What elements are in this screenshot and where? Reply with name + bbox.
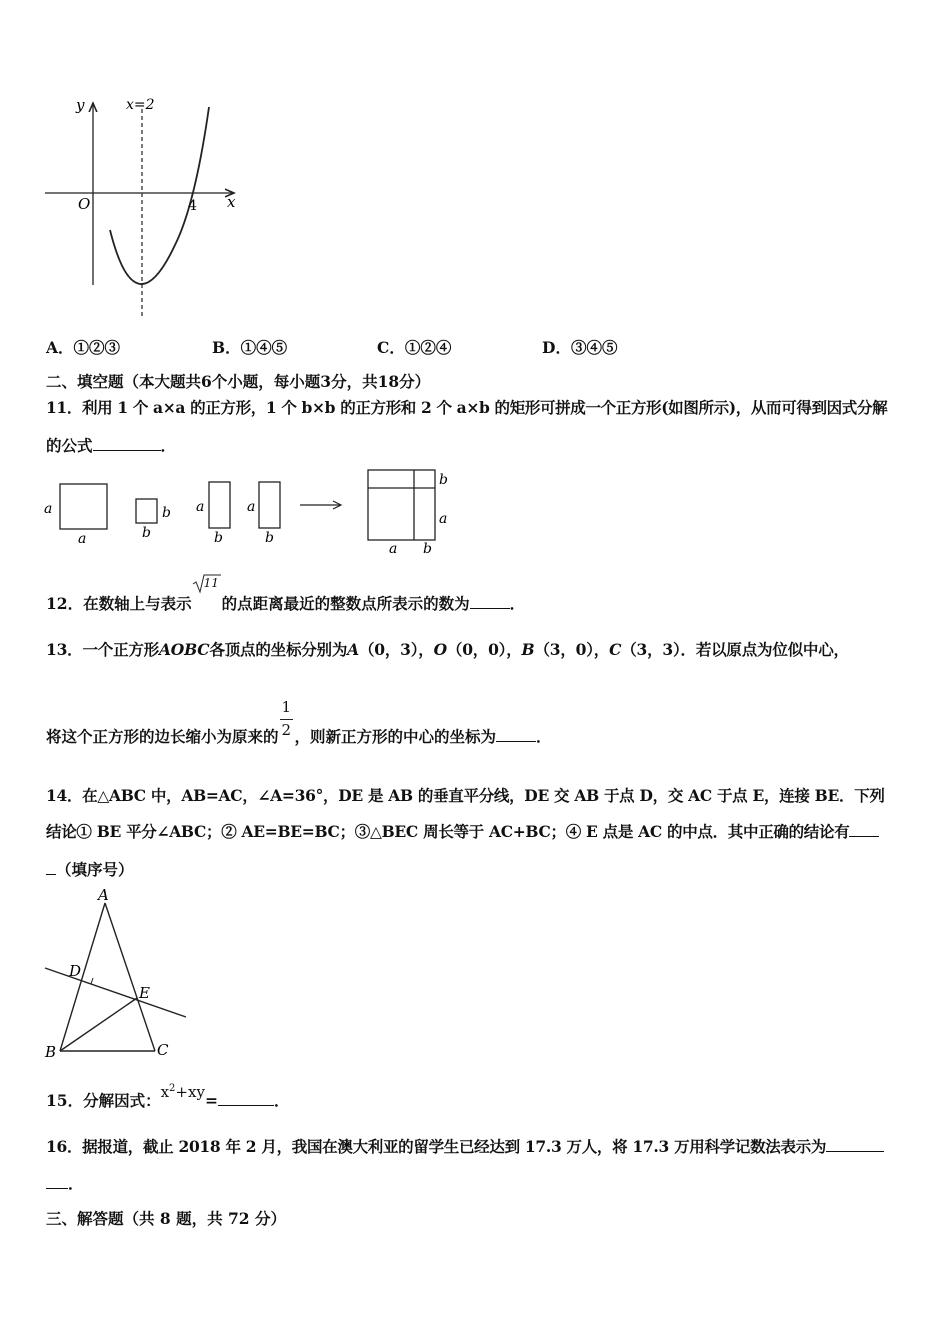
option-b-value: ①④⑤ xyxy=(240,338,288,357)
q13-point-c: C xyxy=(609,640,622,659)
parabola-curve xyxy=(110,107,209,284)
q12-prefix: 12．在数轴上与表示 xyxy=(46,594,192,613)
q13-square-name: AOBC xyxy=(158,640,210,659)
q12-text xyxy=(46,576,526,614)
q15-expr-x: x xyxy=(160,1083,170,1101)
square-a-side-label: a xyxy=(44,501,53,517)
side-ab xyxy=(60,903,105,1051)
q13-point-c-coord: （3，3）．若以原点为位似中心， xyxy=(621,640,849,659)
four-label: 4 xyxy=(188,198,197,214)
q15-expr-rest: +xy xyxy=(175,1083,205,1101)
option-a-value: ①②③ xyxy=(73,338,121,357)
option-b[interactable] xyxy=(212,336,287,358)
big-right-b-label: b xyxy=(439,472,448,488)
q13-point-b: B xyxy=(521,640,535,659)
q13-point-o: O xyxy=(433,640,447,659)
q13-line2 xyxy=(46,698,552,747)
squares-figure xyxy=(40,465,460,560)
q13-point-a-coord: （0，3）， xyxy=(358,640,434,659)
option-c-value: ①②④ xyxy=(404,338,452,357)
rect1-bottom-label: b xyxy=(214,530,223,546)
q14-answer-blank-2[interactable] xyxy=(46,873,56,875)
rect-ab-2 xyxy=(259,482,280,528)
y-label: y xyxy=(76,96,85,114)
q13-frac-bar xyxy=(280,719,293,720)
origin-label: O xyxy=(78,195,91,213)
q14-line2 xyxy=(46,820,879,842)
q16-line1 xyxy=(46,1135,884,1157)
big-bottom-b-label: b xyxy=(423,541,432,557)
right-angle-mark xyxy=(85,978,93,984)
side-ac xyxy=(105,903,155,1051)
q13-frac-denominator: 2 xyxy=(281,721,292,739)
rect-ab-1 xyxy=(209,482,230,528)
parabola-figure xyxy=(40,95,250,325)
q15-text xyxy=(46,1083,290,1111)
q13-line2-prefix: 将这个正方形的边长缩小为原来的 xyxy=(46,727,279,746)
big-bottom-a-label: a xyxy=(389,541,398,557)
q16-answer-blank-1[interactable] xyxy=(826,1150,884,1152)
q13-end: ． xyxy=(536,727,552,746)
big-square xyxy=(368,470,435,540)
q16-line2 xyxy=(46,1172,84,1194)
option-d-value: ③④⑤ xyxy=(570,338,618,357)
square-a-bottom-label: a xyxy=(78,531,87,547)
q11-answer-blank[interactable] xyxy=(93,449,161,451)
big-right-a-label: a xyxy=(439,511,448,527)
q16-line1-text: 16．据报道，截止 2018 年 2 月，我国在澳大利亚的留学生已经达到 17.3 万人，将 17.3 万用科学记数法表示为 xyxy=(46,1137,827,1156)
q13-line2-suffix: ，则新正方形的中心的坐标为 xyxy=(294,727,497,746)
square-b-bottom-label: b xyxy=(142,525,151,541)
q13-point-a: A xyxy=(347,640,359,659)
q12-answer-blank[interactable] xyxy=(470,607,510,609)
q11-line2-prefix: 的公式 xyxy=(46,436,93,455)
q13-point-b-coord: （3，0）， xyxy=(534,640,610,659)
rect2-bottom-label: b xyxy=(265,530,274,546)
q16-answer-blank-2[interactable] xyxy=(46,1187,68,1189)
q15-prefix: 15．分解因式： xyxy=(46,1091,161,1110)
section2-heading: 二、填空题（本大题共6个小题，每小题3分，共18分） xyxy=(46,372,431,391)
q12-radicand: 11 xyxy=(203,576,219,590)
q15-expr-exponent: 2 xyxy=(169,1083,176,1094)
q11-line2 xyxy=(46,434,176,456)
q15-end: ． xyxy=(273,1091,290,1110)
q13-point-o-coord: （0，0）， xyxy=(446,640,522,659)
q11-line1: 11．利用 1 个 a×a 的正方形，1 个 b×b 的正方形和 2 个 a×b 的矩形可拼成一个正方形(如图所示)，从而可得到因式分解 xyxy=(46,398,888,417)
q11-line2-suffix: ． xyxy=(160,436,177,455)
q12-suffix: 的点距离最近的整数点所表示的数为 xyxy=(221,594,470,613)
perpendicular-bisector-de xyxy=(45,968,186,1017)
q12-end: ． xyxy=(509,594,526,613)
q15-expression xyxy=(161,1083,205,1101)
q15-equals: = xyxy=(204,1091,218,1110)
q13-line1 xyxy=(46,638,849,660)
q14-line3-suffix: （填序号） xyxy=(56,860,134,879)
rect2-side-label: a xyxy=(247,499,256,515)
segment-be xyxy=(60,998,137,1051)
square-a xyxy=(60,484,107,529)
q14-line2-text: 结论① BE 平分∠ABC；② AE=BE=BC；③△BEC 周长等于 AC+BC；④ E 点是 AC 的中点．其中正确的结论有 xyxy=(46,822,850,841)
q14-line1: 14．在△ABC 中，AB=AC，∠A=36°，DE 是 AB 的垂直平分线，DE 交 AB 于点 D，交 AC 于点 E，连接 BE．下列 xyxy=(46,786,885,805)
q13-number: 13．一个正方形 xyxy=(46,640,159,659)
option-c-letter: C． xyxy=(377,338,405,357)
label-c: C xyxy=(157,1041,169,1059)
label-b: B xyxy=(45,1043,57,1061)
axis-line-label: x=2 xyxy=(126,97,155,113)
label-d: D xyxy=(69,962,82,980)
x-label: x xyxy=(227,193,236,211)
option-d[interactable] xyxy=(542,336,617,358)
option-b-letter: B． xyxy=(212,338,241,357)
triangle-figure xyxy=(40,885,200,1065)
square-b xyxy=(136,499,157,523)
square-b-side-label: b xyxy=(162,505,171,521)
q13-fraction xyxy=(279,698,295,742)
label-a: A xyxy=(98,886,109,904)
option-a[interactable] xyxy=(46,336,120,358)
q16-end: ． xyxy=(68,1174,84,1193)
q15-answer-blank[interactable] xyxy=(218,1104,274,1106)
q13-mid: 各顶点的坐标分别为 xyxy=(209,640,348,659)
q13-answer-blank[interactable] xyxy=(496,740,536,742)
option-a-letter: A． xyxy=(46,338,74,357)
q14-answer-blank-1[interactable] xyxy=(849,835,879,837)
option-c[interactable] xyxy=(377,336,451,358)
section3-heading: 三、解答题（共 8 题，共 72 分） xyxy=(46,1209,286,1228)
rect1-side-label: a xyxy=(196,499,205,515)
q14-line3 xyxy=(46,858,134,880)
label-e: E xyxy=(139,984,150,1002)
option-d-letter: D． xyxy=(542,338,571,357)
q13-frac-numerator: 1 xyxy=(281,698,292,716)
q12-sqrt xyxy=(192,576,222,609)
